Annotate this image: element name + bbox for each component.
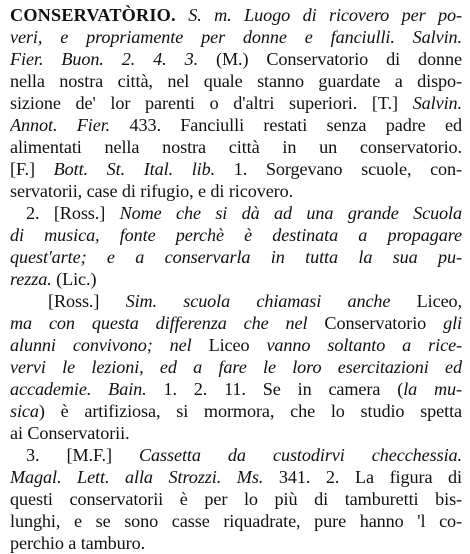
entry-line [10,510,462,532]
italic-text: vervi le lezioni, ed a fare le loro esercitazioni ed [10,357,462,377]
italic-text: sica [10,401,39,421]
entry-line [10,246,462,268]
entry-line [10,180,462,202]
roman-text: sizione de' lor parenti o d'altri superiori. [T.] [10,93,413,113]
italic-text: ma con questa differenza che nel [10,313,308,333]
italic-text: la mu- [403,379,462,399]
italic-text: S. m. Luogo di ricovero per po- [175,5,462,25]
entry-line [10,268,462,290]
roman-text: ai Conservatorii. [10,423,130,443]
roman-text: perchio a tamburo. [10,533,146,553]
entry-line [10,136,462,158]
italic-text: Cassetta da custodirvi checchessia. [139,445,462,465]
italic-text: alunni convivono; nel [10,335,192,355]
italic-text: di musica, fonte perchè è destinata a propagare [10,225,462,245]
roman-text: nella nostra città, nel quale stanno guardate a dispo- [10,71,462,91]
entry-line [10,224,462,246]
entry-line [10,400,462,422]
italic-text: Sim. scuola chiamasi anche [125,291,391,311]
roman-text: (Lic.) [51,269,97,289]
entry-line [10,356,462,378]
entry-line [10,70,462,92]
roman-text: 1. 2. 11. Se in camera ( [146,379,404,399]
italic-text: Nome che si dà ad una grande Scuola [119,203,462,223]
entry-line [10,114,462,136]
roman-text: (M.) Conservatorio di donne [198,49,462,69]
entry-line [10,532,462,554]
entry-line [10,422,462,444]
italic-text: accademie. Bain. [10,379,147,399]
italic-text: quest'arte; e a conservarla in tutta la sua pu- [10,247,462,267]
entry-line [10,92,462,114]
roman-text: Liceo [191,335,267,355]
headword: CONSERVATÒRIO. [10,5,176,25]
roman-text: 433. Fanciulli restati senza padre ed [110,115,462,135]
entry-line [10,444,462,466]
entry-line [10,290,462,312]
roman-text: questi conservatorii è per lo più di tamburetti bis- [10,489,462,509]
entry-line [10,26,462,48]
italic-text: Bott. St. Ital. lib. [53,159,216,179]
roman-text: Conservatorio [307,313,444,333]
italic-text: Annot. Fier. [10,115,111,135]
italic-text: , [457,291,462,311]
italic-text: rezza. [10,269,52,289]
roman-text: 1. Sorgevano scuole, con- [215,159,462,179]
roman-text: lunghi, e se sono casse riquadrate, pure hanno 'l co- [10,511,462,531]
italic-text: vanno soltanto a rice- [266,335,462,355]
roman-text: [F.] [10,159,54,179]
entry-line [10,48,462,70]
entry-line [10,4,462,26]
roman-text: 3. [M.F.] [26,445,140,465]
roman-text: 341. 2. La figura di [263,467,462,487]
roman-text: [Ross.] [48,291,126,311]
entry-line [10,334,462,356]
entry-line [10,466,462,488]
italic-text: Fier. Buon. 2. 4. 3. [10,49,199,69]
roman-text: ) è artifiziosa, si mormora, che lo studio spetta [38,401,462,421]
italic-text: gli [443,313,462,333]
roman-text: alimentati nella nostra città in un conservatorio. [10,137,462,157]
entry-line [10,158,462,180]
roman-text: servatorii, case di rifugio, e di ricovero. [10,181,294,201]
italic-text: Magal. Lett. alla Strozzi. Ms. [10,467,264,487]
roman-text: Liceo [390,291,458,311]
entry-line [10,202,462,224]
entry-line [10,378,462,400]
italic-text: veri, e propriamente per donne e fanciulli. Salvin. [10,27,462,47]
italic-text: Salvin. [412,93,462,113]
entry-line [10,312,462,334]
roman-text: 2. [Ross.] [26,203,120,223]
entry-line [10,488,462,510]
